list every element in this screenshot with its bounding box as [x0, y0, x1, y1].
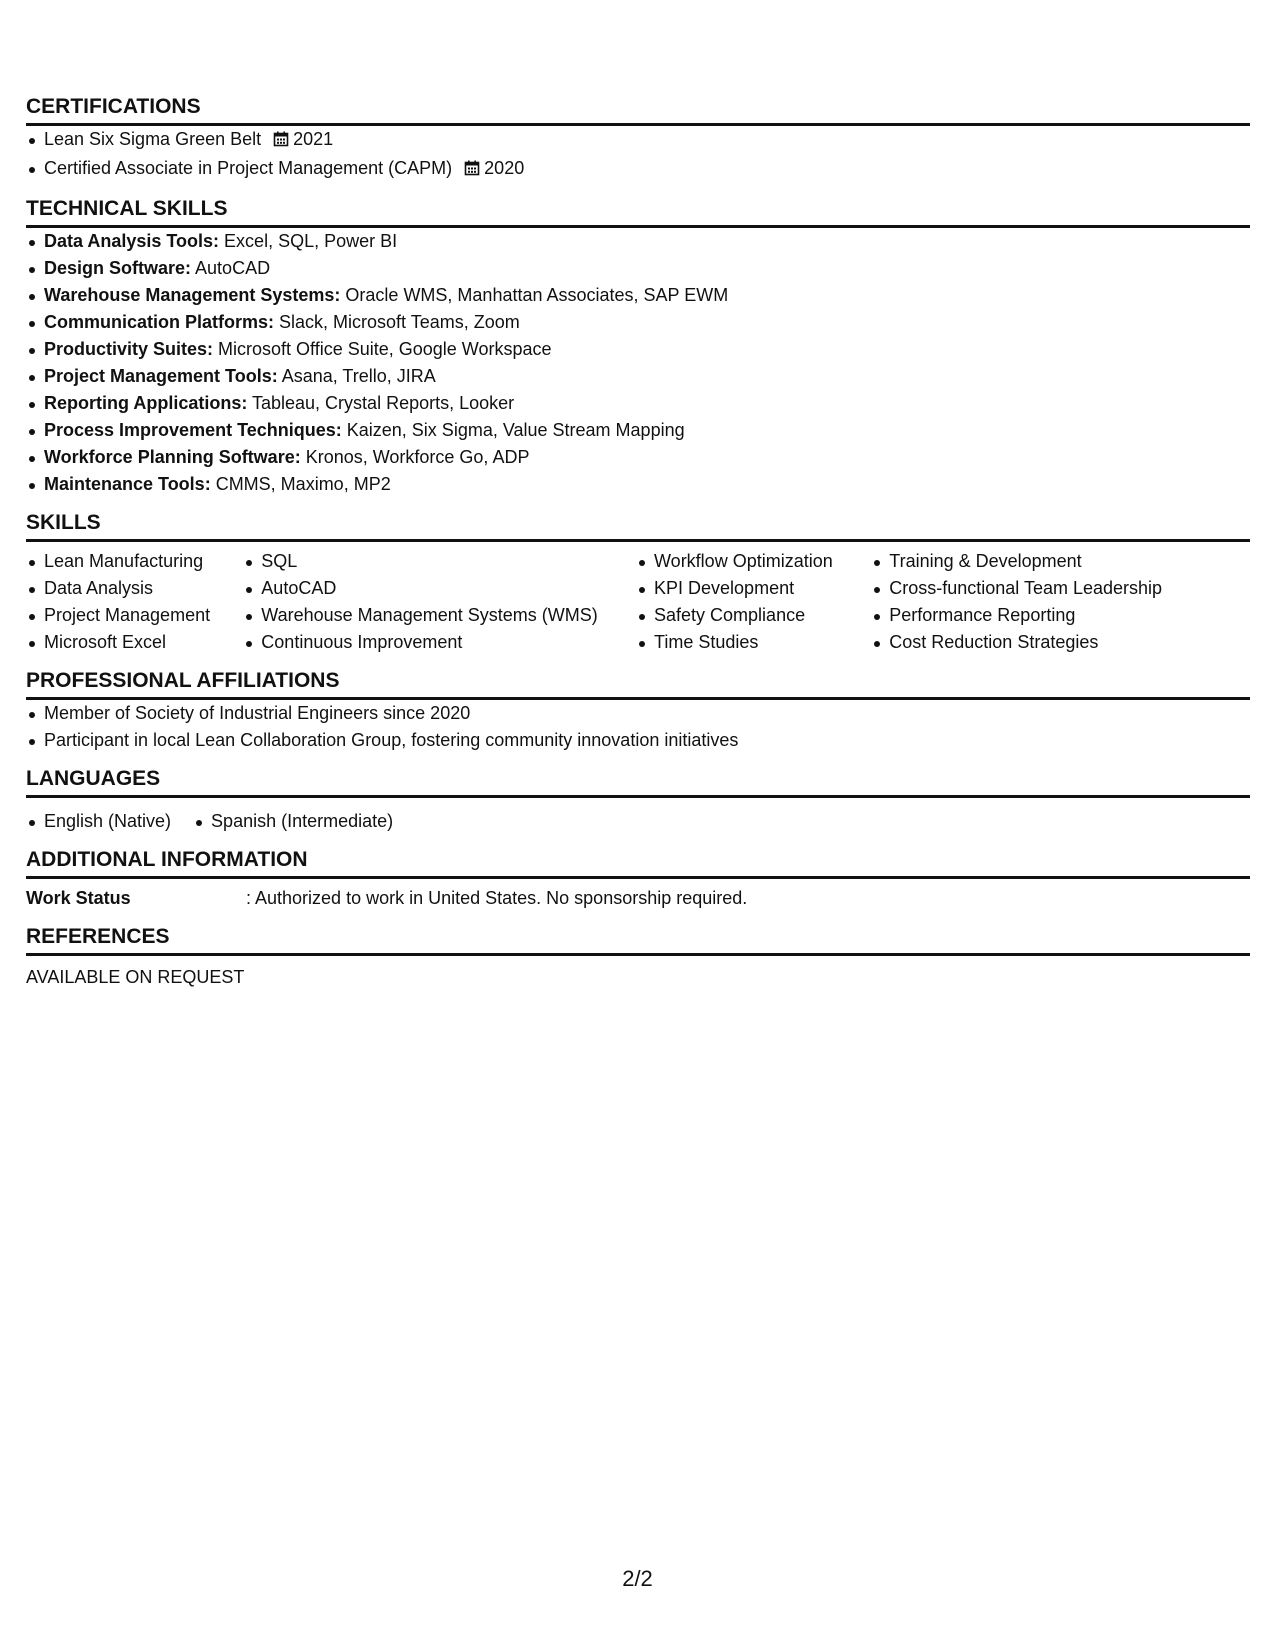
certification-item: [26, 126, 1250, 155]
references-text: AVAILABLE ON REQUEST: [26, 967, 245, 987]
technical-skills-list: [26, 228, 1250, 498]
skill-item: KPI Development: [636, 575, 871, 602]
skill-item: Warehouse Management Systems (WMS): [243, 602, 636, 629]
skills-section: [26, 510, 1250, 656]
technical-skill-item: [26, 471, 1250, 498]
additional-info-title: ADDITIONAL INFORMATION: [26, 847, 1250, 879]
certification-name: Certified Associate in Project Management (CAPM): [44, 158, 453, 178]
skill-item: AutoCAD: [243, 575, 636, 602]
technical-skill-item: [26, 390, 1250, 417]
skills-column: [26, 548, 243, 656]
technical-skill-label: Communication Platforms:: [44, 312, 275, 332]
technical-skill-label: Productivity Suites:: [44, 339, 214, 359]
technical-skill-item: [26, 417, 1250, 444]
certifications-title: CERTIFICATIONS: [26, 94, 1250, 126]
work-status-row: [26, 885, 1250, 912]
technical-skill-item: [26, 309, 1250, 336]
calendar-icon: [464, 157, 480, 184]
affiliation-item: Member of Society of Industrial Engineers since 2020: [26, 700, 1250, 727]
technical-skill-label: Design Software:: [44, 258, 192, 278]
skills-column: [636, 548, 871, 656]
skill-item: Cross-functional Team Leadership: [871, 575, 1250, 602]
languages-row: [26, 808, 1250, 835]
technical-skill-item: [26, 336, 1250, 363]
references-section: [26, 924, 1250, 991]
languages-list: [26, 808, 415, 835]
affiliations-section: [26, 668, 1250, 754]
technical-skill-item: [26, 228, 1250, 255]
skills-column: [871, 548, 1250, 656]
skill-item: Workflow Optimization: [636, 548, 871, 575]
technical-skill-value: Asana, Trello, JIRA: [277, 366, 436, 386]
certification-name: Lean Six Sigma Green Belt: [44, 129, 262, 149]
certification-item: [26, 155, 1250, 184]
affiliations-title: PROFESSIONAL AFFILIATIONS: [26, 668, 1250, 700]
languages-section: [26, 766, 1250, 835]
technical-skill-value: Tableau, Crystal Reports, Looker: [247, 393, 515, 413]
resume-page: [26, 94, 1250, 991]
technical-skill-item: [26, 255, 1250, 282]
technical-skill-value: Slack, Microsoft Teams, Zoom: [274, 312, 520, 332]
affiliation-item: Participant in local Lean Collaboration Group, fostering community innovation initiatives: [26, 727, 1250, 754]
technical-skill-item: [26, 282, 1250, 309]
affiliations-list: [26, 700, 1250, 754]
skill-item: SQL: [243, 548, 636, 575]
skill-item: Performance Reporting: [871, 602, 1250, 629]
technical-skill-value: CMMS, Maximo, MP2: [210, 474, 391, 494]
technical-skill-item: [26, 363, 1250, 390]
skill-item: Safety Compliance: [636, 602, 871, 629]
skill-item: Continuous Improvement: [243, 629, 636, 656]
technical-skill-label: Data Analysis Tools:: [44, 231, 220, 251]
skill-item: Time Studies: [636, 629, 871, 656]
skill-item: Project Management: [26, 602, 243, 629]
technical-skill-label: Reporting Applications:: [44, 393, 248, 413]
technical-skill-value: Kaizen, Six Sigma, Value Stream Mapping: [341, 420, 685, 440]
technical-skill-value: Excel, SQL, Power BI: [219, 231, 398, 251]
calendar-icon: [273, 128, 289, 155]
technical-skill-value: Oracle WMS, Manhattan Associates, SAP EWM: [340, 285, 729, 305]
skill-item: Data Analysis: [26, 575, 243, 602]
technical-skill-label: Maintenance Tools:: [44, 474, 211, 494]
skill-item: Cost Reduction Strategies: [871, 629, 1250, 656]
technical-skill-item: [26, 444, 1250, 471]
language-item: English (Native): [26, 808, 171, 835]
references-title: REFERENCES: [26, 924, 1250, 956]
technical-skill-value: Kronos, Workforce Go, ADP: [300, 447, 530, 467]
skills-column: [243, 548, 636, 656]
technical-skill-label: Workforce Planning Software:: [44, 447, 301, 467]
technical-skills-title: TECHNICAL SKILLS: [26, 196, 1250, 228]
additional-info-section: [26, 847, 1250, 912]
technical-skill-value: Microsoft Office Suite, Google Workspace: [213, 339, 552, 359]
work-status-value: : Authorized to work in United States. No sponsorship required.: [246, 888, 748, 908]
technical-skill-label: Process Improvement Techniques:: [44, 420, 342, 440]
skills-title: SKILLS: [26, 510, 1250, 542]
certifications-list: [26, 126, 1250, 184]
certification-year: 2020: [484, 158, 525, 178]
languages-title: LANGUAGES: [26, 766, 1250, 798]
technical-skill-value: AutoCAD: [191, 258, 271, 278]
technical-skills-section: [26, 196, 1250, 498]
skill-item: Microsoft Excel: [26, 629, 243, 656]
certifications-section: [26, 94, 1250, 184]
skills-grid: [26, 548, 1250, 656]
skill-item: Training & Development: [871, 548, 1250, 575]
work-status-label: Work Status: [26, 888, 131, 908]
page-number: 2/2: [622, 1566, 653, 1591]
certification-year: 2021: [293, 129, 334, 149]
language-item: Spanish (Intermediate): [193, 808, 393, 835]
technical-skill-label: Project Management Tools:: [44, 366, 278, 386]
technical-skill-label: Warehouse Management Systems:: [44, 285, 341, 305]
skill-item: Lean Manufacturing: [26, 548, 243, 575]
